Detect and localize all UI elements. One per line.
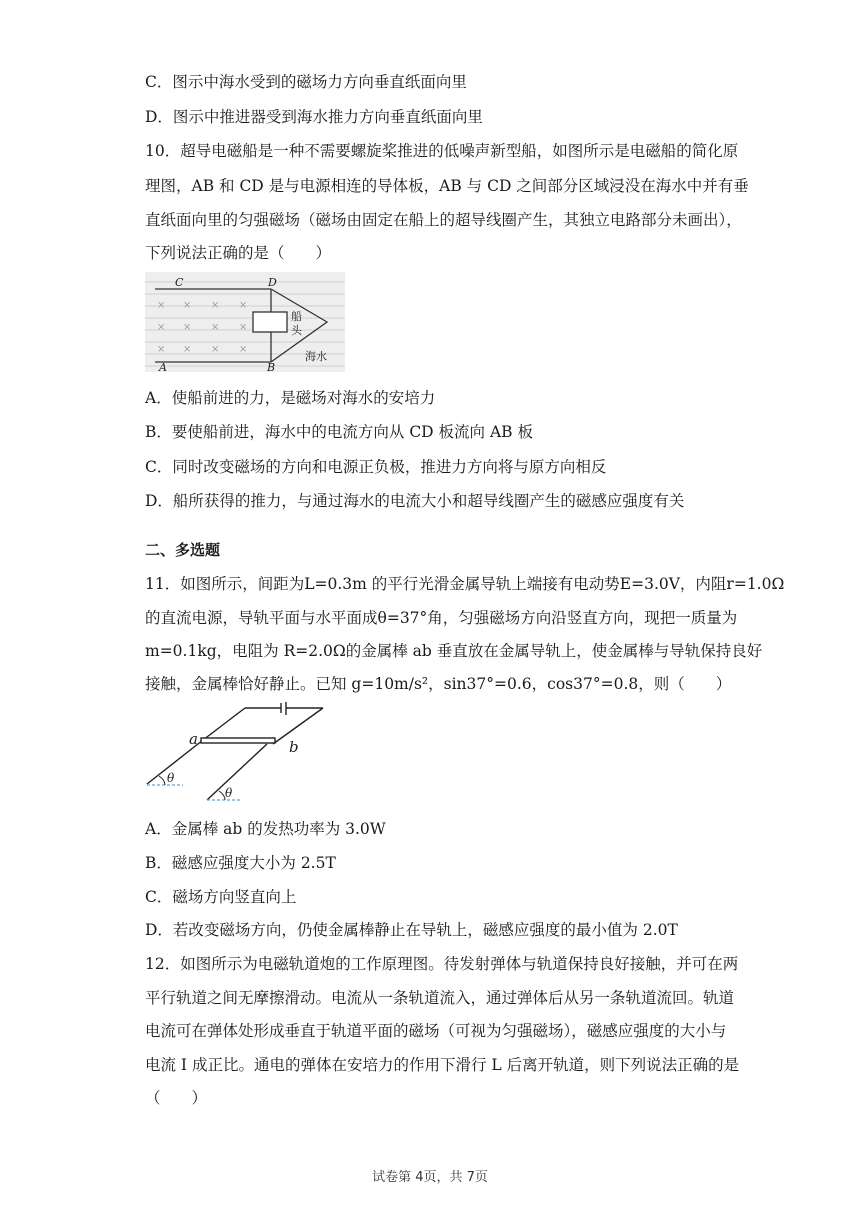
q10-ship-diagram xyxy=(145,272,345,372)
q9-option-d: D．图示中推进器受到海水推力方向垂直纸面向里 xyxy=(145,108,483,126)
svg-text:×: × xyxy=(211,300,220,311)
q11-rail-diagram xyxy=(145,702,335,804)
q10-option-a: A．使船前进的力，是磁场对海水的安培力 xyxy=(145,389,436,407)
q9-option-c: C．图示中海水受到的磁场力方向垂直纸面向里 xyxy=(145,73,467,91)
q10-option-d: D．船所获得的推力，与通过海水的电流大小和超导线圈产生的磁感应强度有关 xyxy=(145,492,685,510)
svg-text:×: × xyxy=(239,344,248,355)
q11-option-a: A．金属棒 ab 的发热功率为 3.0W xyxy=(145,820,386,838)
label-seawater: 海水 xyxy=(305,350,327,363)
label-theta-2: θ xyxy=(225,786,233,800)
label-bow-1: 船 xyxy=(291,310,302,323)
page-footer: 试卷第 4页，共 7页 xyxy=(372,1170,488,1185)
q12-stem-line-1: 12．如图所示为电磁轨道炮的工作原理图。待发射弹体与轨道保持良好接触，并可在两 xyxy=(145,955,739,973)
q10-stem-line-3: 直纸面向里的匀强磁场（磁场由固定在船上的超导线圈产生，其独立电路部分未画出）， xyxy=(145,211,742,229)
q10-stem-line-1: 10．超导电磁船是一种不需要螺旋桨推进的低噪声新型船，如图所示是电磁船的简化原 xyxy=(145,142,739,160)
label-a: A xyxy=(159,361,167,372)
svg-text:×: × xyxy=(183,344,192,355)
label-a-end: a xyxy=(189,730,198,748)
q11-stem-line-3: m=0.1kg，电阻为 R=2.0Ω的金属棒 ab 垂直放在金属导轨上，使金属棒与导轨保持良好 xyxy=(145,642,763,660)
q11-stem-line-2: 的直流电源，导轨平面与水平面成θ=37°角，匀强磁场方向沿竖直方向，现把一质量为 xyxy=(145,609,738,627)
svg-text:×: × xyxy=(183,322,192,333)
q12-stem-line-5: （ ） xyxy=(145,1089,208,1107)
q10-option-c: C．同时改变磁场的方向和电源正负极，推进力方向将与原方向相反 xyxy=(145,458,607,476)
q11-option-d: D．若改变磁场方向，仍使金属棒静止在导轨上，磁感应强度的最小值为 2.0T xyxy=(145,921,678,939)
label-theta-1: θ xyxy=(167,771,175,785)
q12-stem-line-3: 电流可在弹体处形成垂直于轨道平面的磁场（可视为匀强磁场），磁感应强度的大小与 xyxy=(145,1022,727,1040)
label-c: C xyxy=(175,276,184,289)
q11-option-c: C．磁场方向竖直向上 xyxy=(145,888,297,906)
q10-option-b: B．要使船前进，海水中的电流方向从 CD 板流向 AB 板 xyxy=(145,423,533,441)
q12-stem-line-4: 电流 I 成正比。通电的弹体在安培力的作用下滑行 L 后离开轨道，则下列说法正确的是 xyxy=(145,1056,740,1074)
svg-text:×: × xyxy=(211,322,220,333)
svg-text:×: × xyxy=(157,344,166,355)
q10-stem-line-2: 理图，AB 和 CD 是与电源相连的导体板，AB 与 CD 之间部分区域浸没在海水中并有垂 xyxy=(145,177,749,195)
svg-text:×: × xyxy=(157,300,166,311)
svg-text:×: × xyxy=(239,300,248,311)
section-title-multiple-choice: 二、多选题 xyxy=(145,541,221,559)
q11-stem-line-1: 11．如图所示，间距为L=0.3m 的平行光滑金属导轨上端接有电动势E=3.0V，内阻r=1.0Ω xyxy=(145,575,785,593)
q11-stem-line-4: 接触，金属棒恰好静止。已知 g=10m/s²，sin37°=0.6，cos37°=0.8，则（ ） xyxy=(145,675,732,693)
q10-stem-line-4: 下列说法正确的是（ ） xyxy=(145,244,332,262)
svg-text:×: × xyxy=(211,344,220,355)
label-bow-2: 头 xyxy=(291,324,302,337)
svg-text:×: × xyxy=(157,322,166,333)
q12-stem-line-2: 平行轨道之间无摩擦滑动。电流从一条轨道流入，通过弹体后从另一条轨道流回。轨道 xyxy=(145,989,735,1007)
svg-text:×: × xyxy=(183,300,192,311)
label-b: B xyxy=(267,361,276,372)
label-d: D xyxy=(268,276,277,289)
svg-text:×: × xyxy=(239,322,248,333)
label-b-end: b xyxy=(289,738,299,756)
q11-option-b: B．磁感应强度大小为 2.5T xyxy=(145,854,336,872)
